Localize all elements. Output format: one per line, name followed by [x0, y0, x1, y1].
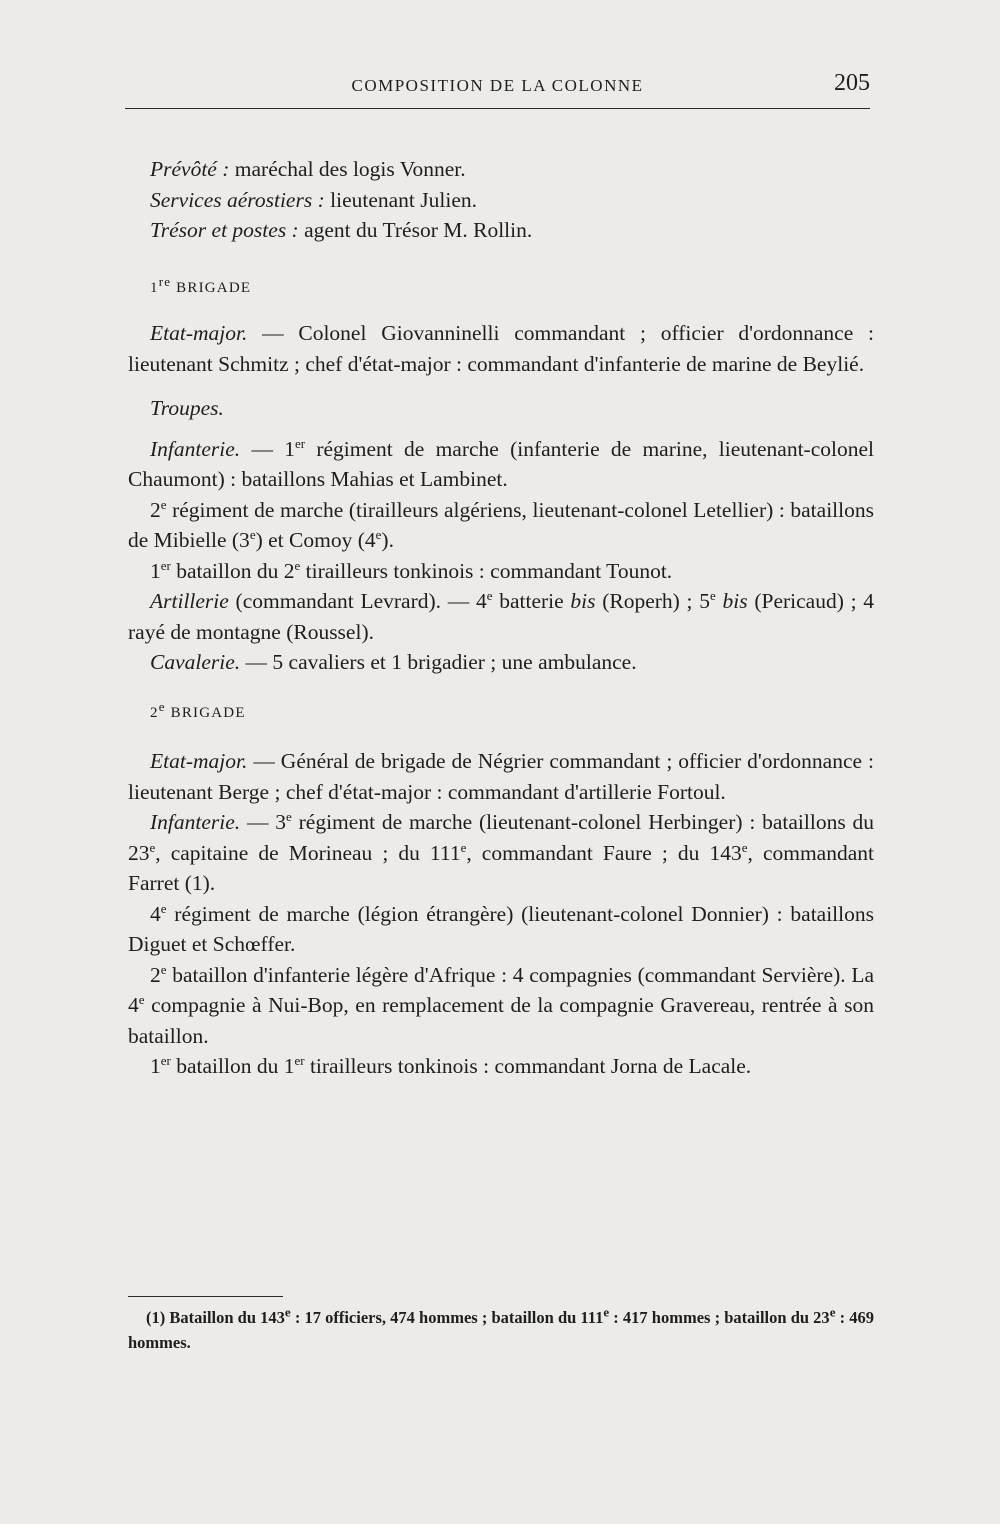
b1-art-sup2: e [710, 587, 716, 603]
b1-art-text-c: (Roperh) ; 5 [595, 589, 711, 613]
b2-bat-text-a: bataillon du 1 [170, 1054, 295, 1078]
footnote [128, 1305, 874, 1355]
footnote-sup-a: e [284, 1304, 291, 1320]
b2-baf-text-a: bataillon d'infanterie légère d'Afrique : 4 compagnies (commandant Servière). La 4 [128, 962, 874, 1017]
b2-inf-sup2: e [149, 839, 156, 855]
b1-bat-sup: er [160, 557, 171, 573]
b1-reg2-sup: e [160, 496, 167, 512]
b1-bat-sup2: e [294, 557, 301, 573]
page-number: 205 [834, 70, 870, 96]
b1-reg2-sup2: e [249, 526, 256, 542]
brigade2-title: BRIGADE [165, 704, 246, 721]
footnote-text-b: : 17 officiers, 474 hommes ; bataillon du 111 [290, 1308, 604, 1327]
paragraph-b2-infanterie [128, 807, 874, 899]
brigade1-sup: re [158, 273, 172, 289]
tresor-text: agent du Trésor M. Rollin. [298, 218, 533, 242]
b1-reg2-sup3: e [375, 526, 382, 542]
footnote-sup-c: e [829, 1304, 836, 1320]
b2-bat-num: 1 [150, 1054, 161, 1078]
b2-inf-pre: — 3 [240, 810, 287, 834]
paragraph-b2-etat-major [128, 746, 874, 807]
troupes-heading: Troupes. [150, 396, 224, 420]
b2-etat-label: Etat-major. [150, 749, 248, 773]
b2-inf-sup: e [286, 808, 292, 824]
page-header [125, 68, 870, 109]
tresor-label: Trésor et postes : [150, 218, 299, 242]
page-body [128, 154, 874, 1082]
footnote-text-a: (1) Bataillon du 143 [146, 1308, 285, 1327]
b1-cav-label: Cavalerie. [150, 650, 241, 674]
b2-inf-text-c: , commandant Faure ; du 143 [466, 840, 742, 865]
paragraph-b1-etat-major [128, 318, 874, 379]
b1-inf-label: Infanterie. [150, 436, 241, 461]
b2-inf-text-a: régiment de marche (lieutenant-colonel Herbinger) : bataillons du 23 [128, 810, 875, 865]
brigade1-num: 1 [150, 279, 159, 296]
b2-baf-num: 2 [150, 962, 161, 987]
b1-reg2-num: 2 [150, 497, 161, 522]
b2-inf-text-d: , commandant Farret (1). [128, 840, 874, 895]
paragraph-b1-regiment2 [128, 495, 874, 556]
brigade1-title: BRIGADE [171, 279, 252, 296]
b2-inf-sup3: e [460, 839, 467, 855]
paragraph-b1-bataillon [128, 556, 874, 587]
brigade1-heading [128, 273, 874, 304]
b1-etat-label: Etat-major. [150, 321, 248, 345]
b2-baf-sup2: e [138, 991, 145, 1007]
b1-etat-text: — Colonel Giovanninelli commandant ; officier d'ordonnance : lieutenant Schmitz ; chef d'état-major : commandant d'infanterie de marine de Beylié. [128, 321, 874, 376]
prevote-text: maréchal des logis Vonner. [229, 157, 466, 181]
b1-art-bis2: bis [722, 589, 748, 613]
b1-art-text-e: (Pericaud) ; 4 rayé de montagne (Roussel). [128, 589, 875, 644]
b1-inf-pre: — 1 [240, 436, 295, 461]
paragraph-b2-bataillon [128, 1051, 874, 1082]
paragraph-b1-artillerie [128, 586, 874, 647]
b1-art-label: Artillerie [150, 589, 229, 613]
b2-reg4-sup: e [160, 900, 167, 916]
prevote-label: Prévôté : [150, 157, 230, 181]
brigade2-heading [128, 698, 874, 729]
brigade2-num: 2 [150, 704, 159, 721]
paragraph-b2-regiment4 [128, 899, 874, 960]
paragraph-b2-afrique [128, 960, 874, 1052]
b2-baf-sup: e [160, 961, 167, 977]
b1-art-bis: bis [570, 589, 596, 613]
b1-inf-sup: er [294, 435, 306, 451]
b2-etat-text: — Général de brigade de Négrier commandant ; officier d'ordonnance : lieutenant Berge ; chef d'état-major : commandant d'artillerie Fortoul. [128, 749, 874, 804]
b1-reg2-text-b: ) et Comoy (4 [255, 528, 376, 552]
b1-art-text-d [716, 589, 723, 613]
b1-art-text-b: batterie [492, 589, 571, 613]
b2-inf-label: Infanterie. [150, 810, 241, 834]
b1-bat-text-a: bataillon du 2 [170, 558, 295, 583]
paragraph-tresor [128, 215, 874, 246]
b1-bat-text-b: tirailleurs tonkinois : commandant Tounot. [300, 558, 673, 583]
paragraph-services [128, 185, 874, 216]
b2-bat-sup: er [160, 1052, 171, 1068]
b2-bat-sup2: er [294, 1052, 305, 1068]
footnote-rule [128, 1296, 283, 1297]
services-label: Services aérostiers : [150, 187, 325, 212]
b1-reg2-text-a: régiment de marche (tirailleurs algériens, lieutenant-colonel Letellier) : bataillons de Mibielle (3 [128, 497, 874, 552]
b2-inf-sup4: e [741, 839, 748, 855]
b1-art-sup: e [486, 587, 493, 603]
paragraph-prevote [128, 154, 874, 185]
paragraph-b1-cavalerie [128, 647, 874, 678]
brigade2-sup: e [158, 698, 166, 714]
b2-bat-text-b: tirailleurs tonkinois : commandant Jorna de Lacale. [304, 1054, 752, 1078]
b1-reg2-text-c: ). [381, 528, 394, 552]
services-text: lieutenant Julien. [324, 187, 478, 212]
footnote-text-c: : 417 hommes ; bataillon du 23 [609, 1308, 830, 1327]
b1-inf-text: régiment de marche (infanterie de marine, lieutenant-colonel Chaumont) : bataillons Mahias et Lambinet. [128, 436, 874, 491]
b2-reg4-num: 4 [150, 901, 161, 926]
footnote-1 [128, 1305, 874, 1355]
running-title: COMPOSITION DE LA COLONNE [351, 76, 644, 95]
paragraph-b1-infanterie [128, 434, 874, 495]
footnote-text-d: : 469 hommes. [128, 1308, 874, 1352]
b1-cav-text: — 5 cavaliers et 1 brigadier ; une ambulance. [240, 650, 637, 674]
footnote-sup-b: e [603, 1304, 610, 1320]
b2-reg4-text: régiment de marche (légion étrangère) (lieutenant-colonel Donnier) : bataillons Diguet et Schœffer. [128, 901, 874, 956]
b1-art-text-a: (commandant Levrard). — 4 [228, 589, 487, 613]
b1-bat-num: 1 [150, 558, 161, 583]
b2-inf-text-b: , capitaine de Morineau ; du 111 [155, 840, 461, 865]
b2-baf-text-b: compagnie à Nui-Bop, en remplacement de la compagnie Gravereau, rentrée à son bataillon. [128, 993, 874, 1048]
